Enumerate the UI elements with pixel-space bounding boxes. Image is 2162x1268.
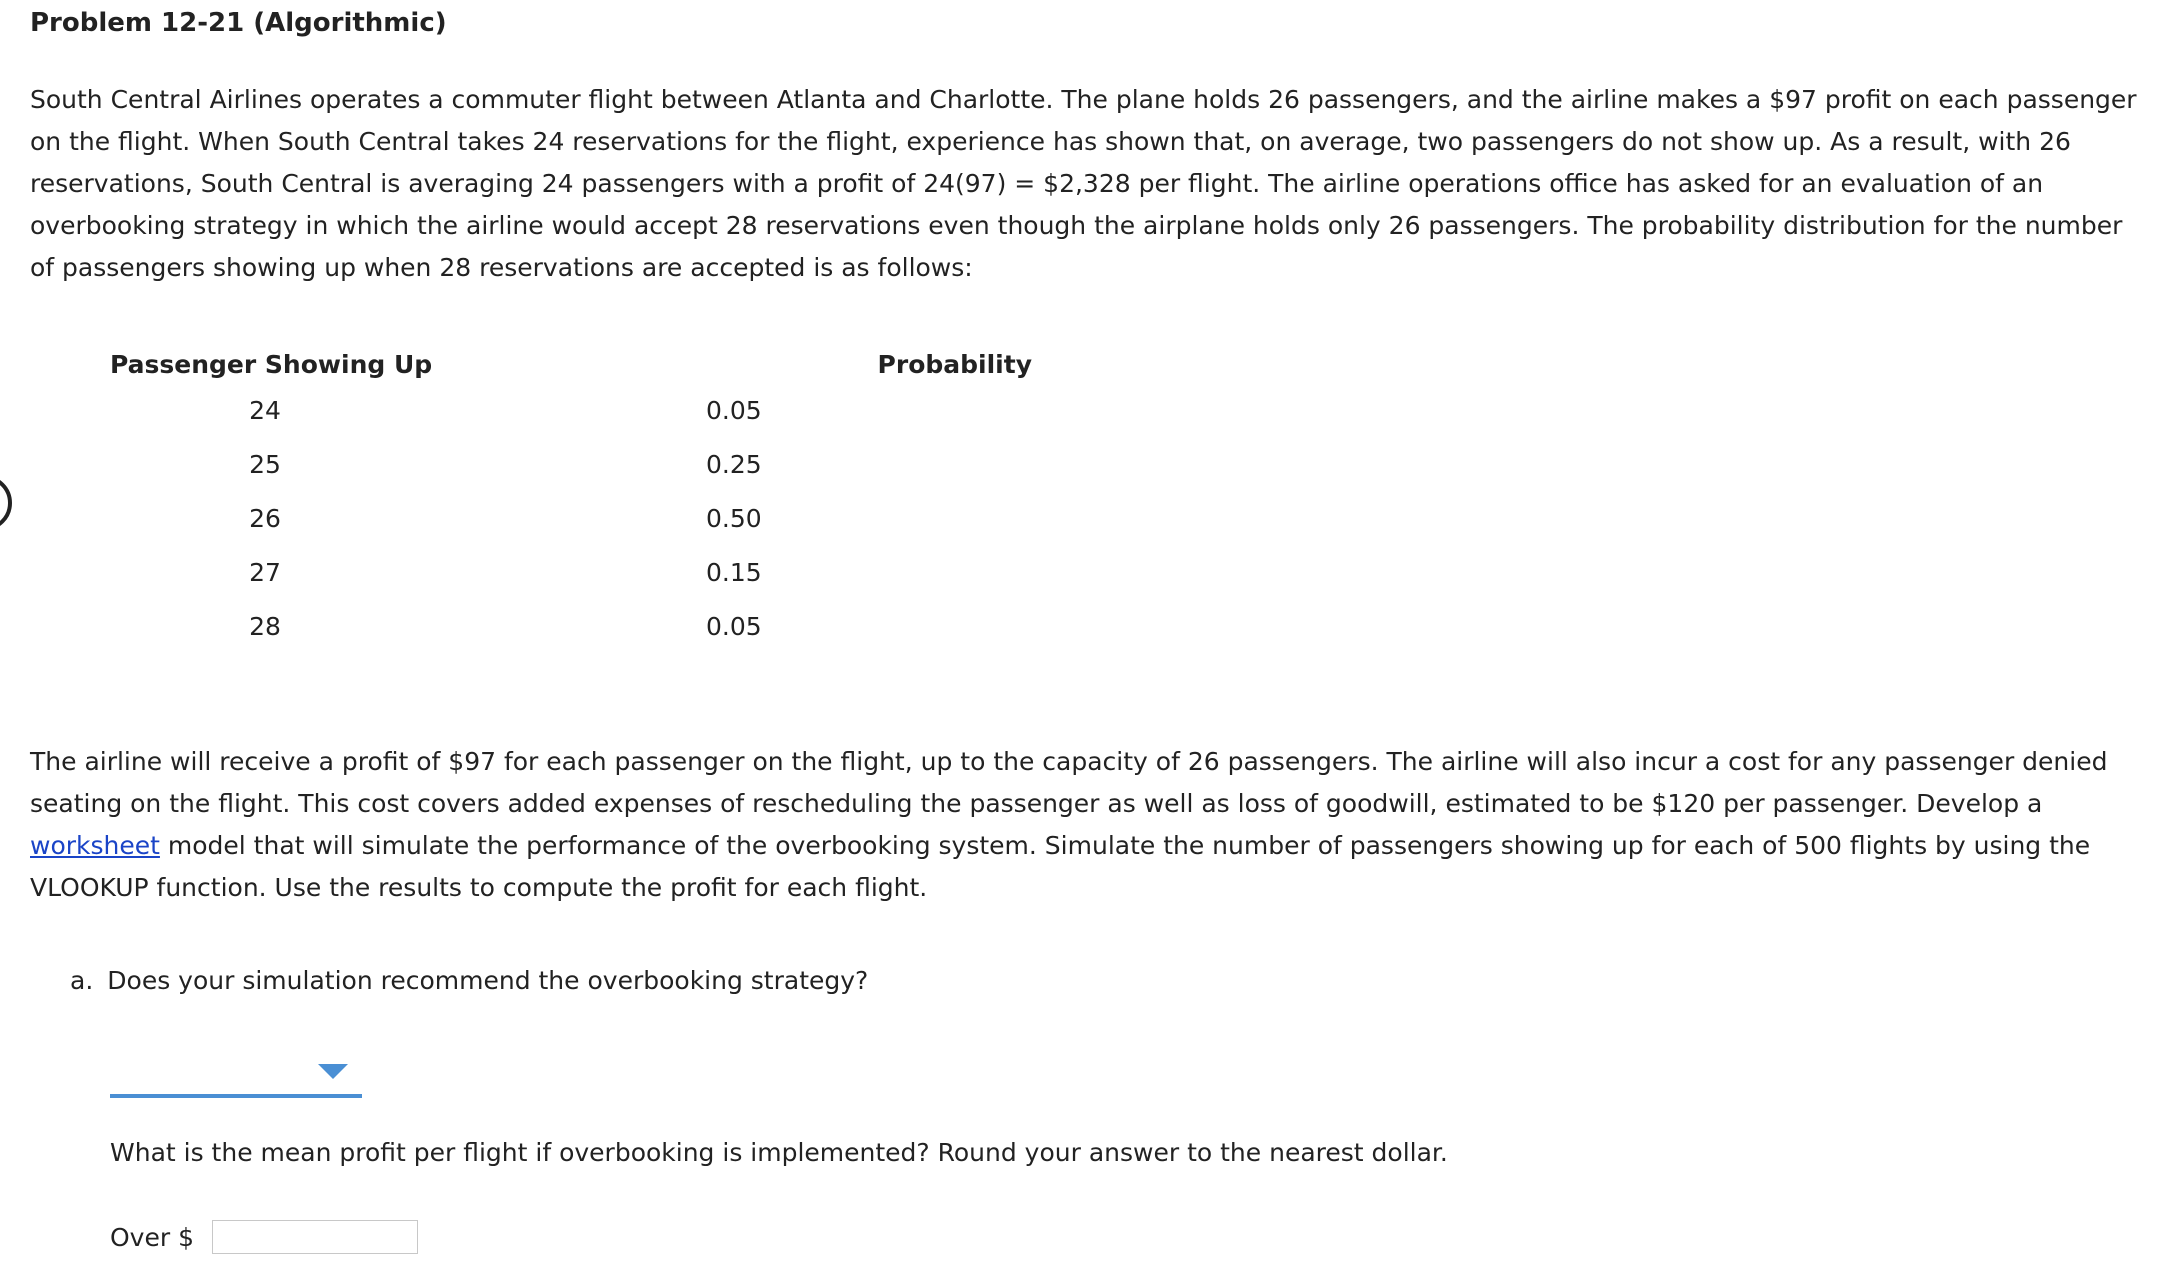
answer-label: Over $ [110, 1222, 194, 1252]
table-row [100, 558, 1078, 612]
probability-cell: 0.50 [706, 504, 762, 533]
problem-title: Problem 12-21 (Algorithmic) [30, 8, 447, 38]
probability-distribution-table [100, 350, 1078, 666]
passengers-cell: 28 [249, 612, 281, 641]
passengers-cell: 26 [249, 504, 281, 533]
table-row [100, 396, 1078, 450]
table-row [100, 504, 1078, 558]
instructions-text-after-link: model that will simulate the performance of the overbooking system. Simulate the number of passengers showing up for each of 500 flights by using the VLOOKUP function. Use the results to compute the profit for each flight. [30, 831, 2091, 902]
probability-cell: 0.05 [706, 612, 762, 641]
question-a-text: Does your simulation recommend the overbooking strategy? [107, 966, 869, 995]
partial-circle-icon [0, 475, 12, 531]
header-probability: Probability [877, 350, 1032, 379]
passengers-cell: 27 [249, 558, 281, 587]
probability-cell: 0.15 [706, 558, 762, 587]
passengers-cell: 24 [249, 396, 281, 425]
passengers-cell: 25 [249, 450, 281, 479]
intro-paragraph: South Central Airlines operates a commuter flight between Atlanta and Charlotte. The plane holds 26 passengers, and the airline makes a $97 profit on each passenger on the flight. When South Central takes 24 reservations for the flight, experience has shown that, on average, two passengers do not show up. As a result, with 26 reservations, South Central is averaging 24 passengers with a profit of 24(97) = $2,328 per flight. The airline operations office has asked for an evaluation of an overbooking strategy in which the airline would accept 28 reservations even though the airplane holds only 26 passengers. The probability distribution for the number of passengers showing up when 28 reservations are accepted is as follows: [30, 85, 2137, 282]
caret-down-icon [318, 1064, 348, 1079]
instructions-paragraph [30, 741, 2150, 909]
worksheet-link[interactable]: worksheet [30, 831, 160, 860]
probability-cell: 0.25 [706, 450, 762, 479]
table-row [100, 450, 1078, 504]
instructions-text-before-link: The airline will receive a profit of $97 for each passenger on the flight, up to the capacity of 26 passengers. The airline will also incur a cost for any passenger denied seating on the flight. This cost covers added expenses of rescheduling the passenger as well as loss of goodwill, estimated to be $120 per passenger. Develop a [30, 747, 2108, 818]
table-row [100, 612, 1078, 666]
header-passengers: Passenger Showing Up [110, 350, 433, 379]
question-a-letter: a. [70, 966, 94, 995]
question-b: What is the mean profit per flight if overbooking is implemented? Round your answer to the nearest dollar. [110, 1138, 1448, 1167]
probability-cell: 0.05 [706, 396, 762, 425]
mean-profit-input[interactable] [212, 1220, 418, 1254]
recommendation-dropdown[interactable] [110, 1060, 362, 1098]
table-header-row [100, 350, 1078, 396]
question-a [70, 966, 868, 995]
mean-profit-answer-row [110, 1220, 418, 1254]
